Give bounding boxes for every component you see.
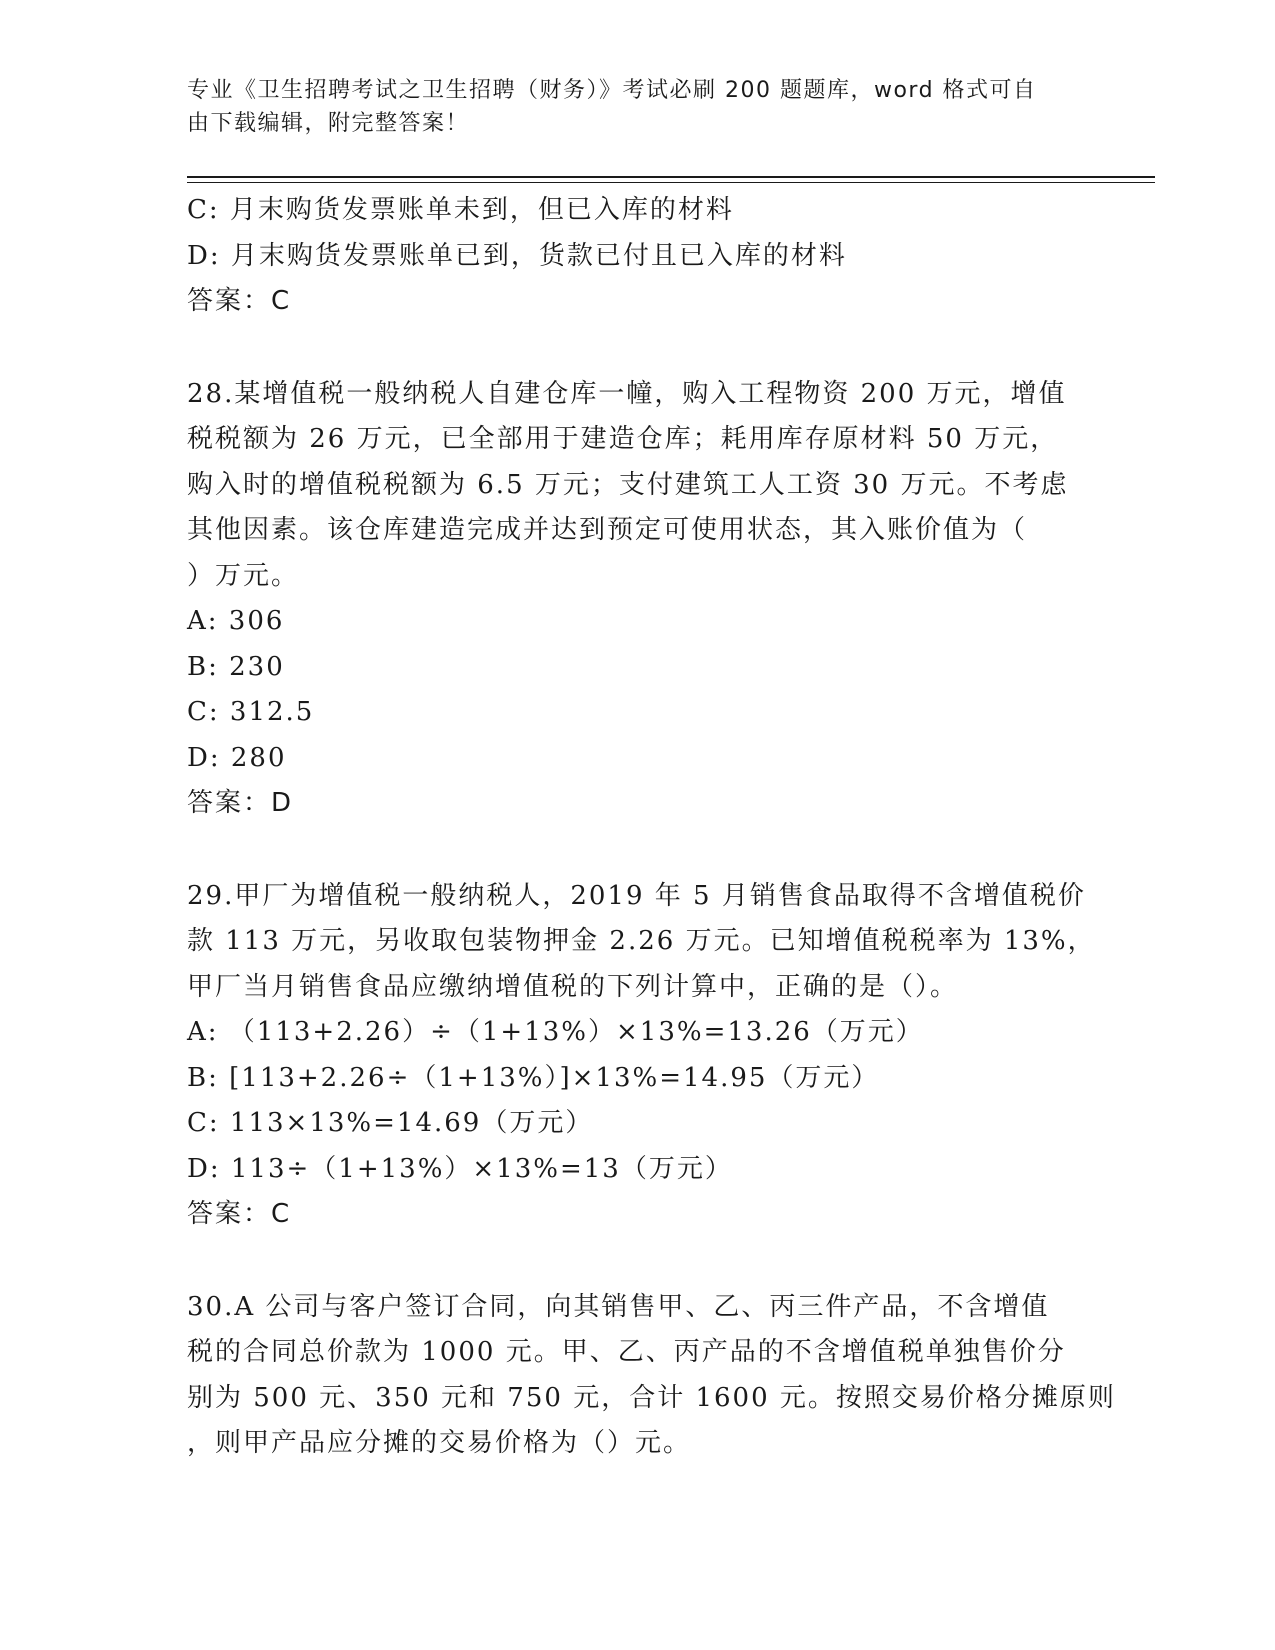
spacer [187,827,1087,874]
document-body [187,188,1116,1467]
question-text-line: 税的合同总价款为 1000 元。甲、乙、丙产品的不含增值税单独售价分 [187,1337,1066,1367]
question-block-27-tail [187,188,1087,325]
question-text-line: 税税额为 26 万元，已全部用于建造仓库；耗用库存原材料 50 万元， [187,424,1059,454]
question-block-30 [187,1285,1116,1467]
option-a: A: （113+2.26）÷（1+13%）×13%=13.26（万元） [187,1017,924,1047]
question-text-line: 款 113 万元，另收取包装物押金 2.26 万元。已知增值税税率为 13%， [187,926,1096,956]
option-c: C: 月末购货发票账单未到，但已入库的材料 [187,195,734,225]
spacer [187,1238,1087,1285]
question-text-line: 甲厂当月销售食品应缴纳增值税的下列计算中，正确的是（）。 [187,971,959,1002]
question-text-line: 其他因素。该仓库建造完成并达到预定可使用状态，其入账价值为（ [187,515,1028,545]
question-text-line: ）万元。 [187,560,300,591]
option-a: A: 306 [187,606,285,636]
question-text-line: 购入时的增值税税额为 6.5 万元；支付建筑工人工资 30 万元。不考虑 [187,469,1069,500]
question-text-line: 28.某增值税一般纳税人自建仓库一幢，购入工程物资 200 万元，增值 [187,378,1067,409]
question-block-29 [187,874,1096,1238]
question-text-line: ，则甲产品应分摊的交易价格为（）元。 [187,1428,692,1458]
option-b: B: 230 [187,651,285,682]
answer-line: 答案：C [187,286,292,316]
question-text-line: 30.A 公司与客户签订合同，向其销售甲、乙、丙三件产品，不含增值 [187,1291,1050,1322]
question-block-28 [187,372,1087,827]
option-d: D: 280 [187,742,287,773]
header-divider-thin [187,182,1155,183]
answer-line: 答案：D [187,788,294,818]
header-line-2: 由下载编辑，附完整答案！ [187,111,470,136]
option-c: C: 113×13%=14.69（万元） [187,1108,594,1138]
spacer [187,325,1087,372]
question-text-line: 29.甲厂为增值税一般纳税人，2019 年 5 月销售食品取得不含增值税价 [187,880,1086,911]
header-line-1: 专业《卫生招聘考试之卫生招聘（财务）》考试必刷 200 题题库，word 格式可自 [187,78,1037,103]
document-header [187,74,1067,140]
option-c: C: 312.5 [187,697,315,727]
option-d: D: 113÷（1+13%）×13%=13（万元） [187,1153,733,1184]
answer-line: 答案：C [187,1199,292,1229]
option-b: B: [113+2.26÷（1+13%）]×13%=14.95（万元） [187,1062,880,1093]
header-divider-thick [187,176,1155,178]
question-text-line: 别为 500 元、350 元和 750 元，合计 1600 元。按照交易价格分摊原则 [187,1382,1116,1413]
option-d: D: 月末购货发票账单已到，货款已付且已入库的材料 [187,240,847,271]
